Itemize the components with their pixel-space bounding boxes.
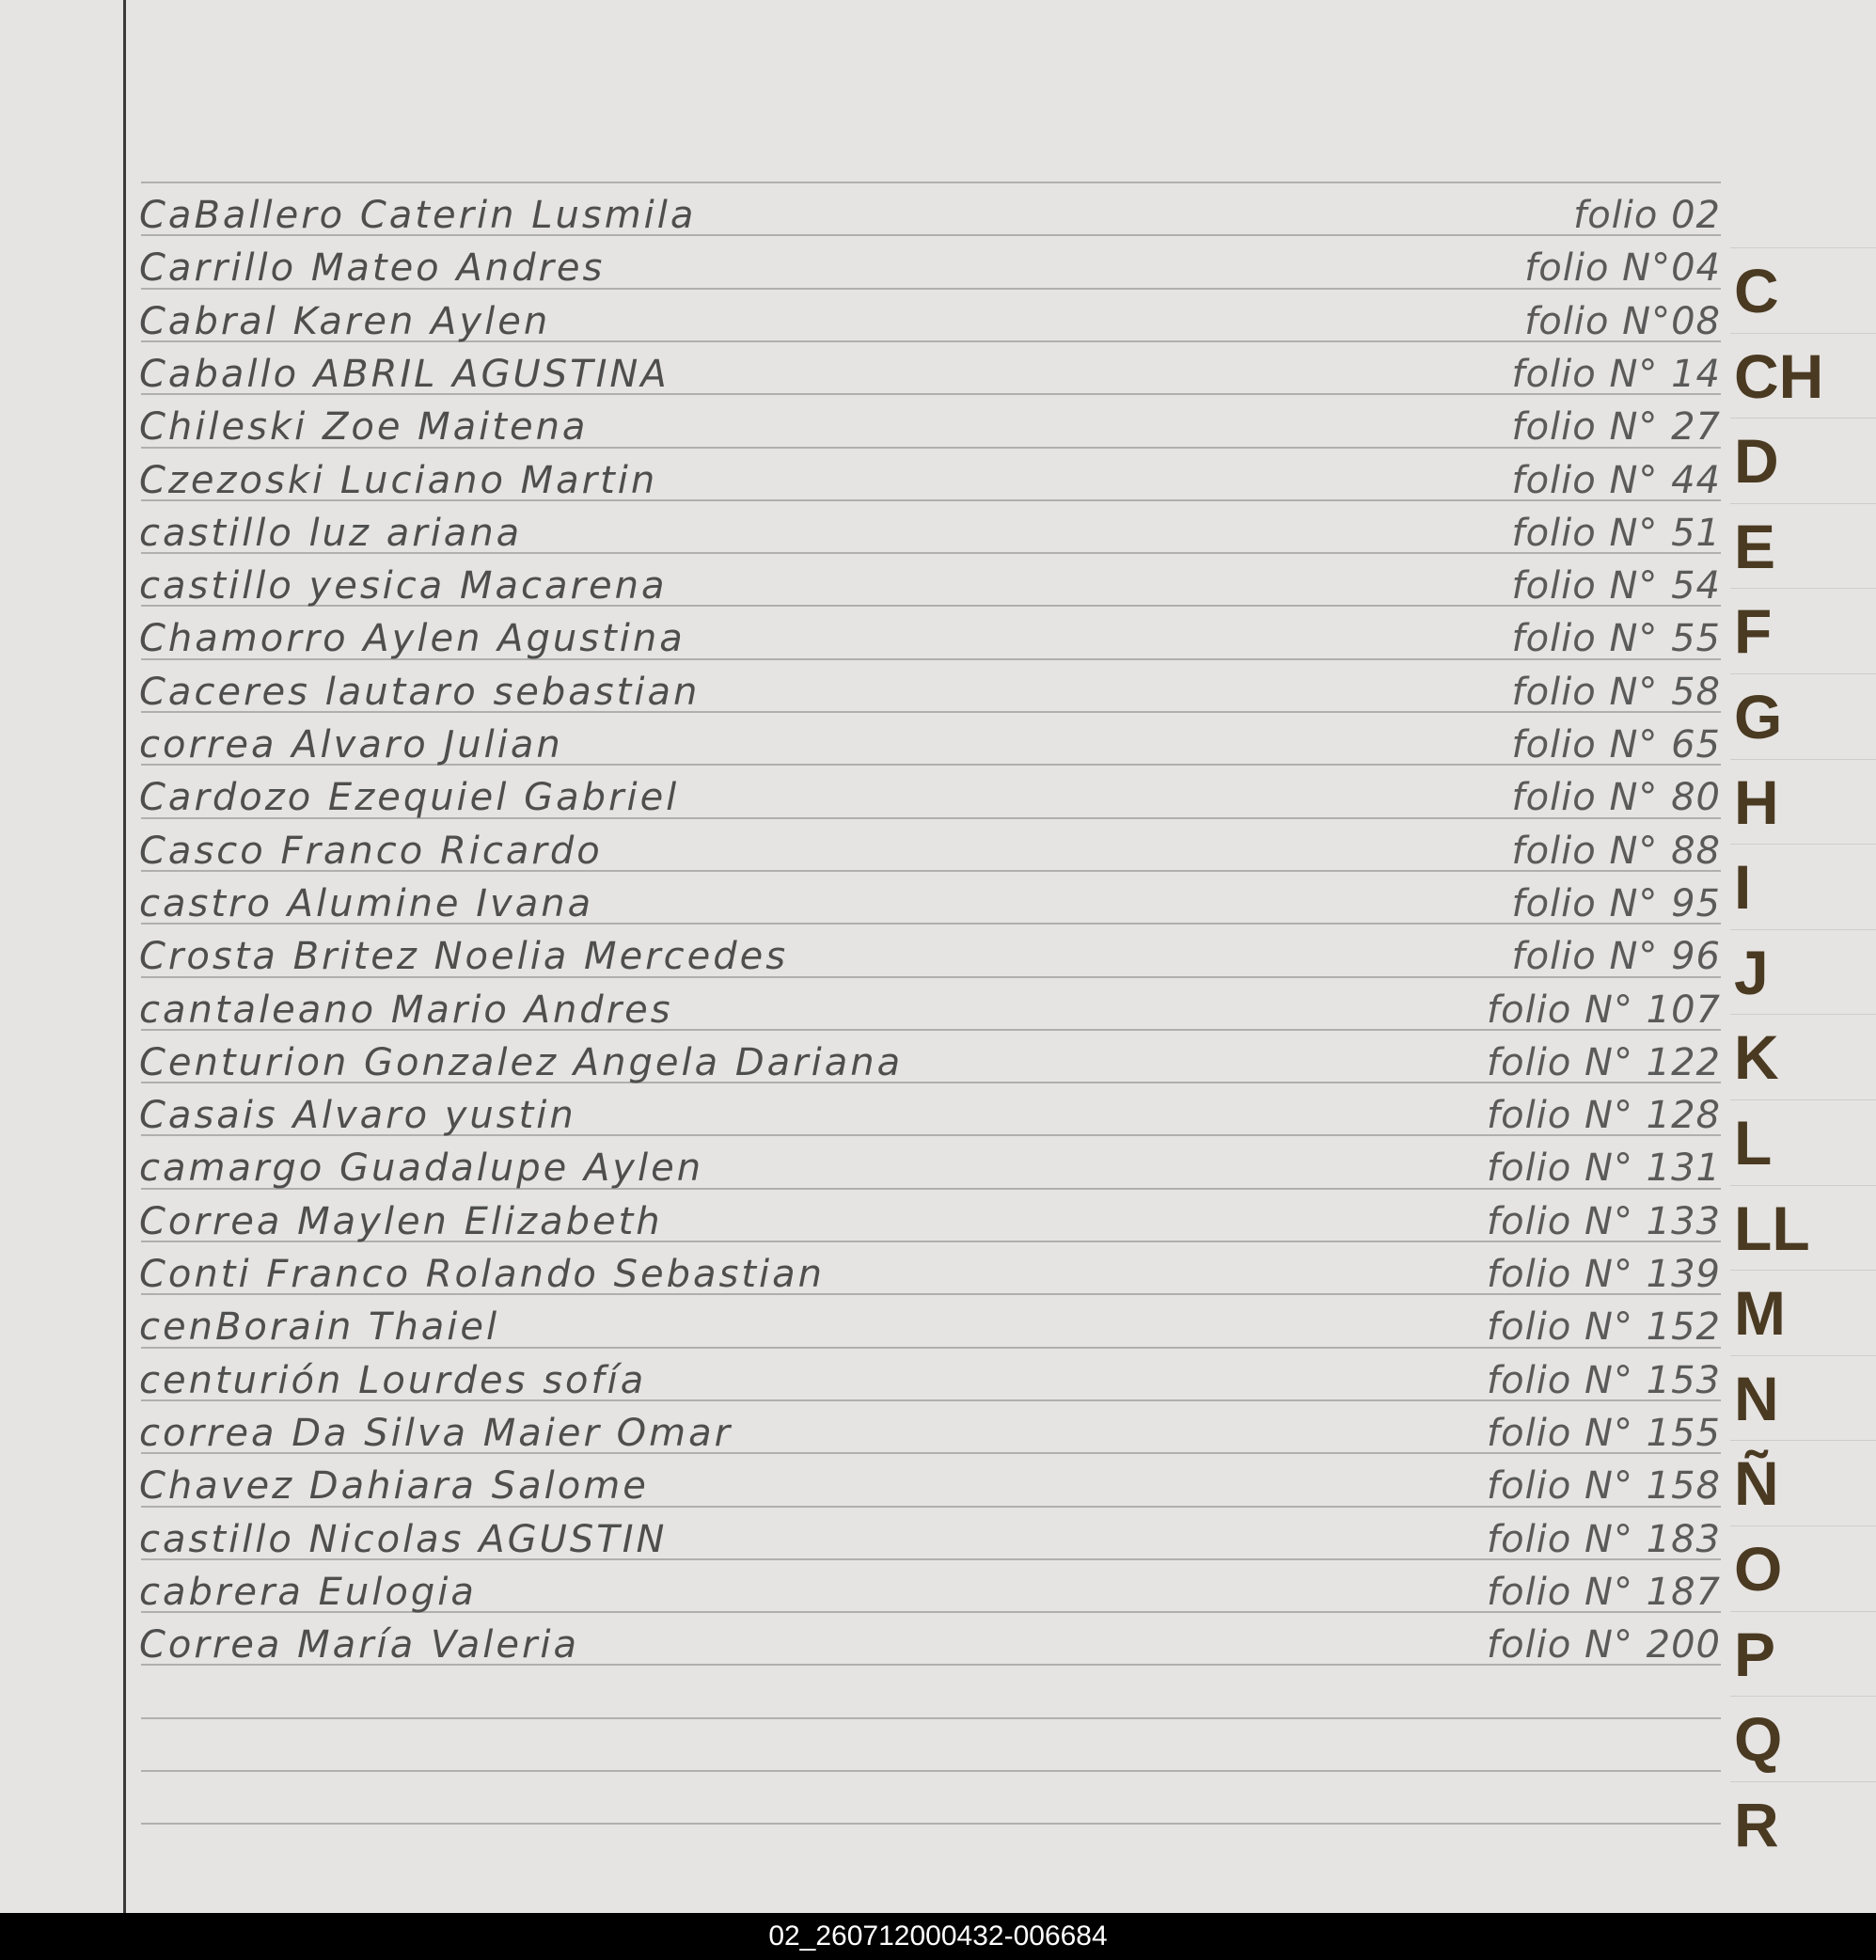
entry-folio: folio N° 133 <box>1487 1200 1721 1243</box>
entry-folio: folio N°04 <box>1524 246 1721 290</box>
index-tab[interactable] <box>1730 844 1876 929</box>
entry-folio: folio N° 139 <box>1487 1253 1721 1296</box>
entry-name: Caceres lautaro sebastian <box>139 671 701 714</box>
index-tab[interactable] <box>1730 1014 1876 1099</box>
entry-name: Casais Alvaro yustin <box>139 1094 576 1137</box>
index-tab-letter: F <box>1734 596 1773 666</box>
entry-folio: folio N° 158 <box>1487 1464 1721 1508</box>
index-tab[interactable] <box>1730 503 1876 589</box>
index-tab[interactable] <box>1730 333 1876 419</box>
entry-folio: folio N° 80 <box>1511 776 1721 819</box>
index-tab-letter: Ñ <box>1734 1448 1779 1518</box>
entry-name: camargo Guadalupe Aylen <box>139 1146 704 1190</box>
entry-folio: folio N° 27 <box>1511 405 1721 449</box>
index-tab[interactable] <box>1730 588 1876 673</box>
entry-name: castillo Nicolas AGUSTIN <box>139 1518 668 1561</box>
image-id: 02_260712000432-006684 <box>768 1920 1108 1952</box>
entry-name: Cardozo Ezequiel Gabriel <box>139 776 680 819</box>
entry-name: Czezoski Luciano Martin <box>139 459 658 502</box>
index-tab-letter: E <box>1734 512 1776 581</box>
index-tab-letter: N <box>1734 1364 1779 1433</box>
entry-folio: folio N° 152 <box>1487 1305 1721 1349</box>
entry-folio: folio N° 187 <box>1487 1571 1721 1614</box>
entry-name: cabrera Eulogia <box>139 1571 477 1614</box>
index-tab[interactable] <box>1730 759 1876 845</box>
entry-name: CaBallero Caterin Lusmila <box>139 194 697 237</box>
alphabet-index-tabs <box>1730 0 1876 1913</box>
entry-folio: folio N° 155 <box>1487 1412 1721 1455</box>
entry-name: Chileski Zoe Maitena <box>139 405 589 449</box>
entry-folio: folio N° 107 <box>1487 988 1721 1032</box>
index-tab[interactable] <box>1730 1270 1876 1355</box>
entry-folio: folio N° 14 <box>1511 353 1721 396</box>
entry-name: Crosta Britez Noelia Mercedes <box>139 935 789 978</box>
entry-name: castillo luz ariana <box>139 512 523 555</box>
index-tab-letter: R <box>1734 1790 1779 1859</box>
entry-name: Caballo ABRIL AGUSTINA <box>139 353 670 396</box>
index-tab-letter: O <box>1734 1534 1783 1604</box>
index-tab[interactable] <box>1730 1781 1876 1867</box>
index-tab[interactable] <box>1730 247 1876 333</box>
index-tab[interactable] <box>1730 1696 1876 1781</box>
entry-name: cantaleano Mario Andres <box>139 988 673 1032</box>
entry-name: Chavez Dahiara Salome <box>139 1464 649 1508</box>
index-tab-letter: G <box>1734 682 1783 751</box>
index-tab-letter: J <box>1734 938 1769 1007</box>
entry-name: Correa Maylen Elizabeth <box>139 1200 663 1243</box>
index-tab-letter: LL <box>1734 1193 1810 1263</box>
index-tab-letter: K <box>1734 1022 1779 1092</box>
index-tab[interactable] <box>1730 1185 1876 1271</box>
entry-folio: folio N°08 <box>1524 300 1721 343</box>
index-tab[interactable] <box>1730 929 1876 1015</box>
entry-name: castillo yesica Macarena <box>139 564 668 608</box>
entry-name: cenBorain Thaiel <box>139 1305 500 1349</box>
entry-folio: folio N° 55 <box>1511 617 1721 660</box>
entry-folio: folio N° 95 <box>1511 882 1721 925</box>
footer-bar <box>0 1913 1876 1960</box>
index-tab-letter: Q <box>1734 1704 1783 1774</box>
entry-name: Centurion Gonzalez Angela Dariana <box>139 1041 904 1084</box>
entry-folio: folio N° 96 <box>1511 935 1721 978</box>
index-tab[interactable] <box>1730 1611 1876 1697</box>
entry-name: Chamorro Aylen Agustina <box>139 617 686 660</box>
entry-name: correa Da Silva Maier Omar <box>139 1412 733 1455</box>
entry-name: Carrillo Mateo Andres <box>139 246 606 290</box>
entry-folio: folio N° 65 <box>1511 723 1721 767</box>
index-tab[interactable] <box>1730 1099 1876 1185</box>
index-tab-letter: L <box>1734 1108 1773 1178</box>
index-tab[interactable] <box>1730 1525 1876 1611</box>
entry-folio: folio N° 51 <box>1511 512 1721 555</box>
entry-folio: folio N° 122 <box>1487 1041 1721 1084</box>
entry-name: centurión Lourdes sofía <box>139 1359 647 1402</box>
index-tab-letter: P <box>1734 1620 1776 1689</box>
entry-folio: folio N° 131 <box>1487 1146 1721 1190</box>
index-tab-letter: H <box>1734 767 1779 837</box>
entry-folio: folio N° 44 <box>1511 459 1721 502</box>
entry-name: Cabral Karen Aylen <box>139 300 551 343</box>
entry-name: Conti Franco Rolando Sebastian <box>139 1253 825 1296</box>
index-tab[interactable] <box>1730 1440 1876 1525</box>
entry-folio: folio N° 54 <box>1511 564 1721 608</box>
entry-folio: folio N° 200 <box>1487 1623 1721 1667</box>
index-tab[interactable] <box>1730 1355 1876 1441</box>
entry-folio: folio N° 183 <box>1487 1518 1721 1561</box>
entry-name: Casco Franco Ricardo <box>139 830 603 873</box>
index-tab-letter: D <box>1734 426 1779 496</box>
entry-name: Correa María Valeria <box>139 1623 580 1667</box>
entry-folio: folio N° 88 <box>1511 830 1721 873</box>
entry-folio: folio N° 153 <box>1487 1359 1721 1402</box>
entry-folio: folio N° 58 <box>1511 671 1721 714</box>
entry-folio: folio N° 128 <box>1487 1094 1721 1137</box>
index-tab[interactable] <box>1730 418 1876 503</box>
index-tab-letter: CH <box>1734 341 1824 411</box>
entry-folio: folio 02 <box>1573 194 1721 237</box>
entry-name: correa Alvaro Julian <box>139 723 563 767</box>
index-tab-letter: M <box>1734 1278 1786 1348</box>
index-tab-letter: I <box>1734 852 1752 922</box>
index-tab-letter: C <box>1734 256 1779 325</box>
index-tab[interactable] <box>1730 673 1876 759</box>
entry-name: castro Alumine Ivana <box>139 882 594 925</box>
